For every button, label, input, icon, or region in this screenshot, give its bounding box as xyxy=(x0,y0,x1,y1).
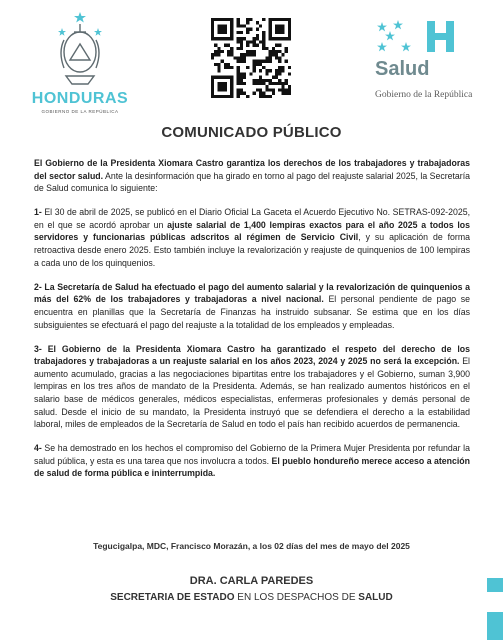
honduras-logo xyxy=(30,10,130,120)
salud-logo xyxy=(372,18,484,113)
country-name: HONDURAS xyxy=(31,90,129,107)
text-run: 1- xyxy=(34,207,42,218)
text-run: SALUD xyxy=(358,592,393,603)
text-run: El pueblo hondureño merece acceso a atención de salud de forma pública e ininterrumpida. xyxy=(34,455,470,479)
place-date: Tegucigalpa, MDC, Francisco Morazán, a los 02 días del mes de mayo del 2025 xyxy=(93,541,410,551)
communique-body xyxy=(34,157,470,492)
text-run: 3- El Gobierno de la Presidenta Xiomara Castro ha garantizado el respeto del derecho de los trabajadores y trabajadoras a un reajuste salarial en los años 2023, 2024 y 2025 no será la excepción. xyxy=(34,343,470,367)
country-subtitle: GOBIERNO DE LA REPÚBLICA xyxy=(41,109,119,114)
paragraph xyxy=(34,206,470,269)
ministry-subtitle: Gobierno de la República xyxy=(375,90,473,100)
qr-code[interactable] xyxy=(211,18,291,98)
paragraph xyxy=(34,343,470,431)
signer-role xyxy=(0,592,503,603)
coat-of-arms-icon xyxy=(48,10,112,88)
text-run: Se ha demostrado en los hechos el compromiso del Gobierno de la Primera Mujer Presidenta por refundar la salud pública, y esta es una tarea que nos involucra a todos. xyxy=(34,443,470,466)
text-run: El personal pendiente de pago se encuentra en planillas que la Secretaría de Finanzas ha instruido subsanar. Se estima que en los días subsiguientes se efectuará el pago del reajuste a la totalidad de los empleados y empleadas. xyxy=(34,294,470,330)
paragraph xyxy=(34,442,470,480)
decorative-side-tab xyxy=(487,612,503,640)
text-run: , y su aplicación de forma retroactiva desde enero 2025. Esto también incluye la revalorización y reajuste de quinquenios de 100 lempiras a cada uno de los quinquenios. xyxy=(34,232,470,268)
text-run: El aumento acumulado, gracias a las negociaciones bipartitas entre los trabajadores y el Gobierno, suman 3,900 lempiras en los tres años de mandato de la Presidenta. Además, se han realizado aumentos históricos en el salario base de médicos generales, médicos especialistas, enfermeras profesionales y demás personal de salud. Desde el inicio de su mandato, la Presidenta instruyó que se defendiera el derecho a la estabilidad laboral, miles de empleados de la Secretaría de Salud en todo el país han recibido acuerdos de permanencia. xyxy=(34,356,470,430)
text-run: 4- xyxy=(34,443,42,454)
text-run: 2- La Secretaría de Salud ha efectuado el pago del aumento salarial y la revalorización de quinquenios a más del 62% de los trabajadores y trabajadoras a nivel nacional. xyxy=(34,281,470,305)
text-run: EN LOS DESPACHOS DE xyxy=(234,592,359,603)
paragraph xyxy=(34,281,470,331)
text-run: ajuste salarial de 1,400 lempiras exactos para el año 2025 a todos los servidores y funcionarias públicas adscritos al régimen de Servicio Civil xyxy=(34,219,470,243)
salud-stars-h-icon xyxy=(372,18,484,56)
text-run: Ante la desinformación que ha girado en torno al pago del reajuste salarial 2025, la Secretaría de Salud comunica lo siguiente: xyxy=(34,170,470,194)
ministry-name: Salud xyxy=(375,58,430,80)
text-run: El 30 de abril de 2025, se publicó en el Diario Oficial La Gaceta el Acuerdo Ejecutivo No. SETRAS-092-2025, en el que se acordó aprobar un xyxy=(34,207,470,230)
paragraph xyxy=(34,157,470,195)
decorative-side-tab xyxy=(487,578,503,592)
signer-name: DRA. CARLA PAREDES xyxy=(189,575,314,587)
text-run: El Gobierno de la Presidenta Xiomara Castro garantiza los derechos de los trabajadores y trabajadoras del sector salud. xyxy=(34,158,470,181)
page-title: COMUNICADO PÚBLICO xyxy=(161,124,342,141)
letterhead xyxy=(0,0,503,130)
text-run: SECRETARIA DE ESTADO xyxy=(110,592,235,603)
